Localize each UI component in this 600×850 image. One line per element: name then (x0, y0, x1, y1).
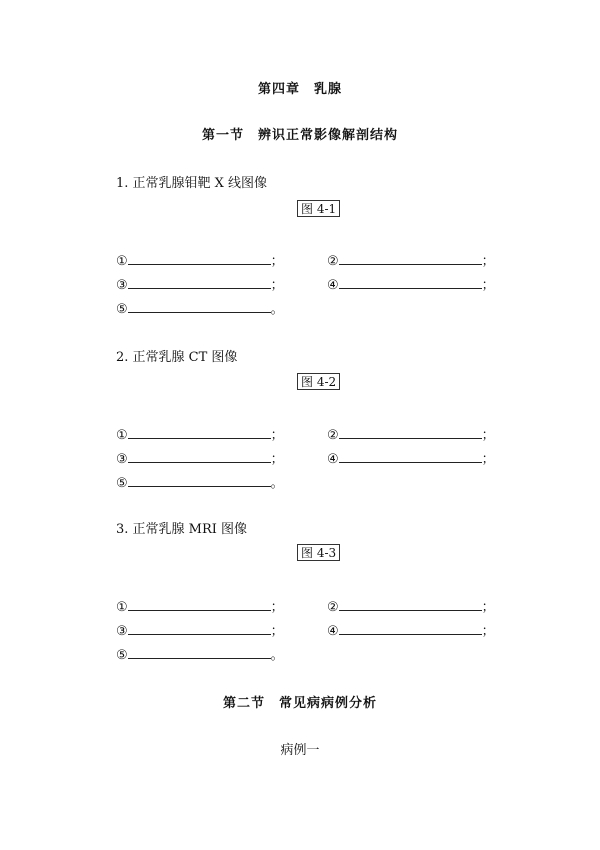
item-heading-2: 2. 正常乳腺 CT 图像 (116, 350, 238, 365)
answer-line[interactable] (128, 252, 271, 265)
item-heading-1: 1. 正常乳腺钼靶 X 线图像 (116, 176, 268, 191)
blank-number: ① (116, 254, 128, 269)
blank-number: ③ (116, 624, 128, 639)
blank-1-3[interactable] (116, 274, 284, 293)
blank-punct: ； (481, 452, 495, 467)
answer-line[interactable] (339, 450, 482, 463)
answer-line[interactable] (128, 598, 271, 611)
blank-number: ④ (327, 278, 339, 293)
blank-1-4[interactable] (327, 274, 495, 293)
figure-label-1: 图 4-1 (297, 200, 340, 217)
blank-number: ⑤ (116, 476, 128, 491)
blank-number: ③ (116, 452, 128, 467)
blank-punct: 。 (270, 476, 284, 491)
blank-3-3[interactable] (116, 620, 284, 639)
blank-1-1[interactable] (116, 250, 284, 269)
answer-line[interactable] (128, 450, 271, 463)
blank-number: ④ (327, 452, 339, 467)
blank-number: ② (327, 600, 339, 615)
blank-number: ⑤ (116, 648, 128, 663)
blank-1-2[interactable] (327, 250, 495, 269)
blank-punct: ； (270, 428, 284, 443)
answer-line[interactable] (128, 646, 271, 659)
blank-punct: ； (270, 254, 284, 269)
blank-3-4[interactable] (327, 620, 495, 639)
blank-punct: ； (270, 452, 284, 467)
item-heading-3: 3. 正常乳腺 MRI 图像 (116, 522, 248, 537)
blank-2-5[interactable] (116, 472, 284, 491)
answer-line[interactable] (128, 622, 271, 635)
blank-punct: ； (270, 600, 284, 615)
figure-label-3: 图 4-3 (297, 544, 340, 561)
figure-label-2: 图 4-2 (297, 373, 340, 390)
answer-line[interactable] (128, 276, 271, 289)
section-title-1: 第一节 辨识正常影像解剖结构 (201, 128, 398, 143)
answer-line[interactable] (339, 598, 482, 611)
blank-2-1[interactable] (116, 424, 284, 443)
blank-punct: ； (481, 624, 495, 639)
blank-2-2[interactable] (327, 424, 495, 443)
blank-number: ③ (116, 278, 128, 293)
section-title-2: 第二节 常见病病例分析 (222, 696, 377, 711)
blank-punct: ； (481, 254, 495, 269)
blank-number: ② (327, 428, 339, 443)
blank-punct: ； (270, 278, 284, 293)
blank-2-3[interactable] (116, 448, 284, 467)
blank-punct: ； (481, 428, 495, 443)
answer-line[interactable] (128, 426, 271, 439)
answer-line[interactable] (339, 276, 482, 289)
blank-3-2[interactable] (327, 596, 495, 615)
blank-number: ① (116, 428, 128, 443)
answer-line[interactable] (339, 426, 482, 439)
chapter-title: 第四章 乳腺 (257, 82, 342, 97)
answer-line[interactable] (128, 300, 271, 313)
answer-line[interactable] (339, 622, 482, 635)
blank-number: ④ (327, 624, 339, 639)
blank-3-5[interactable] (116, 644, 284, 663)
blank-3-1[interactable] (116, 596, 284, 615)
blank-1-5[interactable] (116, 298, 284, 317)
blank-punct: ； (270, 624, 284, 639)
blank-number: ② (327, 254, 339, 269)
blank-punct: ； (481, 600, 495, 615)
blank-number: ⑤ (116, 302, 128, 317)
blank-punct: ； (481, 278, 495, 293)
answer-line[interactable] (128, 474, 271, 487)
case-label: 病例一 (280, 743, 320, 758)
blank-punct: 。 (270, 302, 284, 317)
answer-line[interactable] (339, 252, 482, 265)
blank-number: ① (116, 600, 128, 615)
blank-punct: 。 (270, 648, 284, 663)
blank-2-4[interactable] (327, 448, 495, 467)
